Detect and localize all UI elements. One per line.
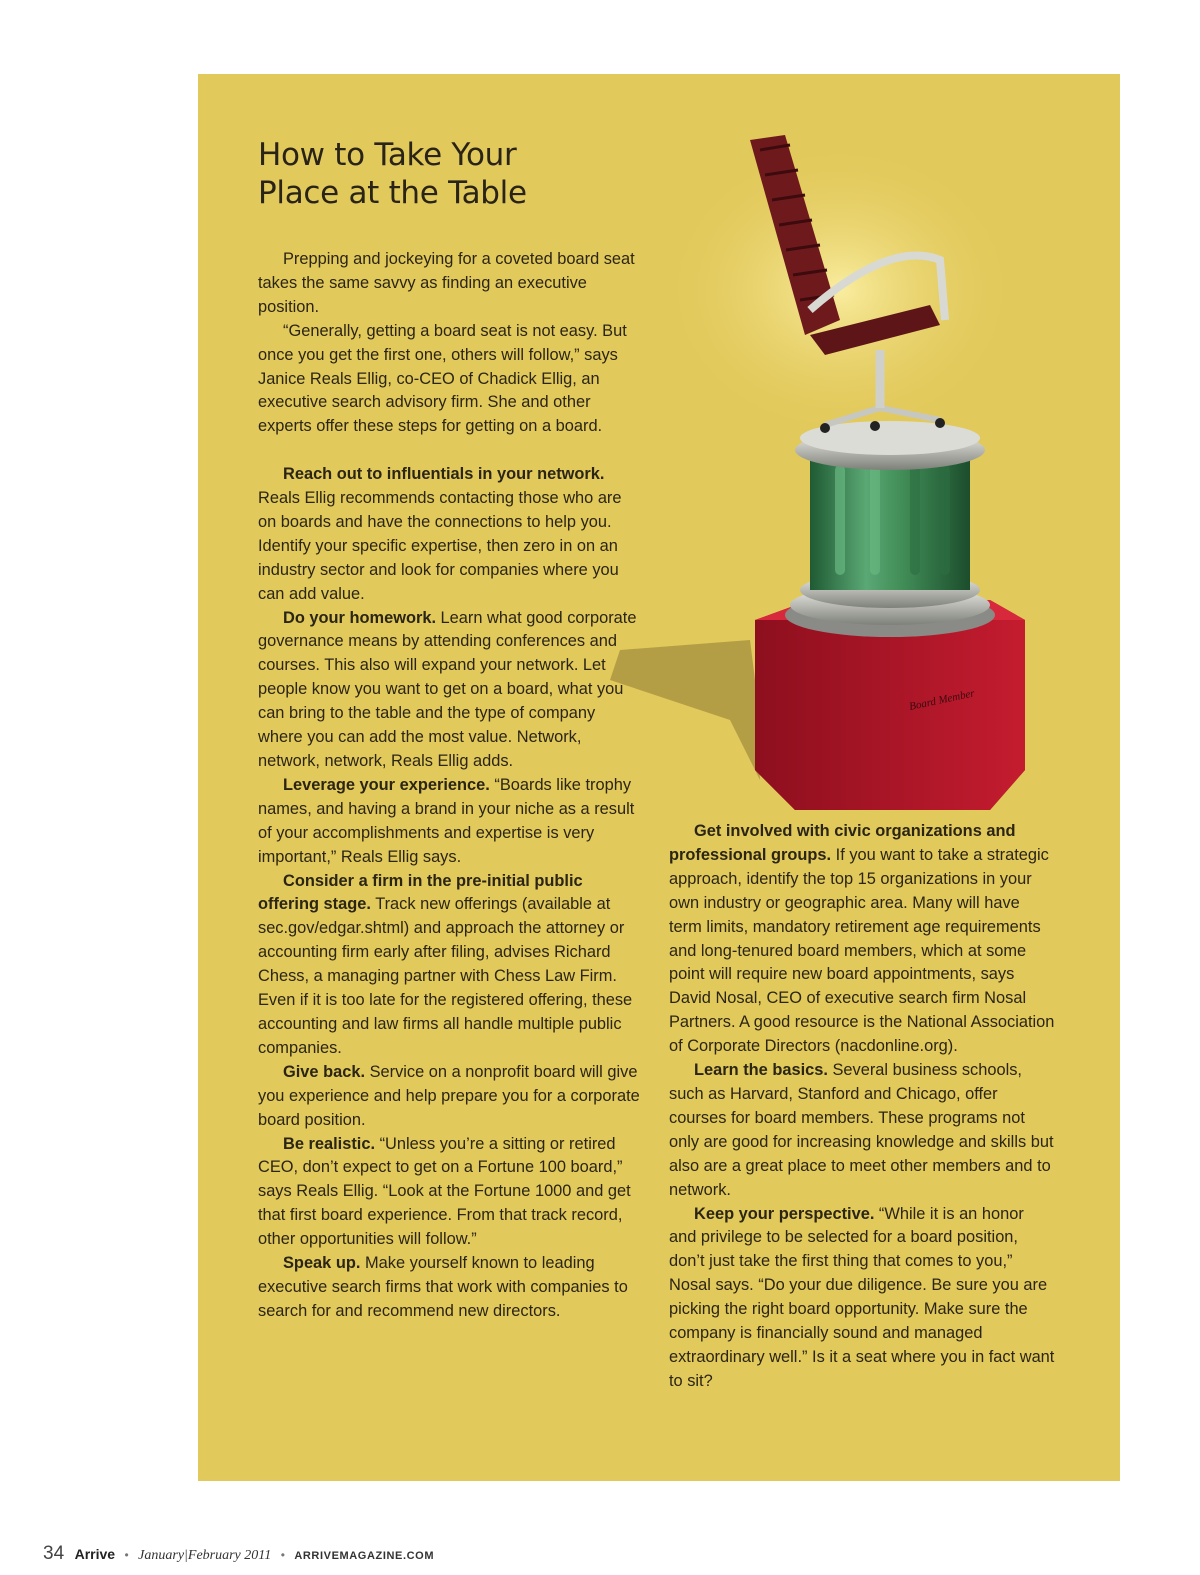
footer-separator: •	[280, 1548, 285, 1562]
title-line-2: Place at the Table	[258, 175, 527, 211]
tip-heading: Reach out to influentials in your network.	[283, 465, 605, 484]
tip-heading: Be realistic.	[283, 1134, 376, 1153]
intro-paragraph: Prepping and jockeying for a coveted board seat takes the same savvy as finding an executive position.	[258, 250, 635, 316]
plinth-label: Board Member	[908, 687, 976, 713]
tip-heading: Consider a firm in the pre-initial public offering stage.	[258, 871, 583, 914]
tip-body: “While it is an honor and privilege to be selected for a board position, don’t just take the first thing that comes to you,” Nosal says. “Do your due diligence. Be sure you are picking the right board opportunity. Make sure the company is financially sound and managed extraordinary well.” Is it a seat where you in fact want to sit?	[669, 1204, 1055, 1390]
tip-network	[258, 463, 642, 606]
article-column-right	[669, 820, 1055, 1394]
tip-basics	[669, 1059, 1055, 1202]
tip-body: Service on a nonprofit board will give you experience and help prepare you for a corporate board position.	[258, 1062, 640, 1129]
tip-body: If you want to take a strategic approach, identify the top 15 organizations in your own industry or geographic area. Many will have term limits, mandatory retirement age requirements and long-tenured board members, which at some point will require new board appointments, says David Nosal, CEO of executive search firm Nosal Partners. A good resource is the National Association of Corporate Directors (nacdonline.org).	[669, 845, 1055, 1056]
article-column-left	[258, 248, 642, 1324]
tip-civic	[669, 820, 1055, 1059]
tip-homework	[258, 607, 642, 774]
tip-heading: Do your homework.	[283, 608, 436, 627]
magazine-name: Arrive	[74, 1546, 116, 1562]
tip-pre-ipo	[258, 870, 642, 1061]
tip-heading: Learn the basics.	[694, 1061, 828, 1080]
tip-heading: Leverage your experience.	[283, 775, 490, 794]
page-footer	[43, 1543, 434, 1565]
tip-body: Reals Ellig recommends contacting those who are on boards and have the connections to help you. Identify your specific expertise, then zero in on an industry sector and look for companies where you can add value.	[258, 489, 622, 603]
issue-date: January|February 2011	[138, 1548, 272, 1563]
tip-heading: Keep your perspective.	[694, 1204, 875, 1223]
tip-realistic	[258, 1133, 642, 1253]
tip-body: “Boards like trophy names, and having a brand in your niche as a result of your accomplishments and expertise is very important,” Reals Ellig says.	[258, 775, 635, 866]
tip-give-back	[258, 1061, 642, 1133]
tip-heading: Get involved with civic organizations and professional groups.	[669, 822, 1016, 864]
page-number: 34	[43, 1543, 65, 1564]
tip-speak-up	[258, 1252, 642, 1324]
tip-body: Track new offerings (available at sec.gov/edgar.shtml) and approach the attorney or accounting firm early after filing, advises Richard Chess, a managing partner with Chess Law Firm. Even if it is too late for the registered offering, these accounting and law firms all handle multiple public companies.	[258, 895, 633, 1057]
magazine-url: ARRIVEMAGAZINE.COM	[294, 1550, 435, 1562]
tip-perspective	[669, 1203, 1055, 1394]
article-title	[258, 136, 678, 212]
tip-body: Make yourself known to leading executive search firms that work with companies to search for and recommend new directors.	[258, 1254, 628, 1320]
tip-body: “Unless you’re a sitting or retired CEO, don’t expect to get on a Fortune 100 board,” says Reals Ellig. “Look at the Fortune 1000 and get that first board experience. From that track record, other opportunities will follow.”	[258, 1134, 631, 1249]
tip-body: Learn what good corporate governance means by attending conferences and courses. This also will expand your network. Let people know you want to get on a board, what you can bring to the table and the type of company where you can add the most value. Network, network, network, Reals Ellig adds.	[258, 608, 637, 771]
board-chair-illustration	[580, 120, 1080, 820]
tip-heading: Speak up.	[283, 1254, 361, 1273]
tip-experience	[258, 774, 642, 870]
tip-body: Several business schools, such as Harvard, Stanford and Chicago, offer courses for board members. These programs not only are good for increasing knowledge and skills but also are a great place to meet other members and to network.	[669, 1061, 1054, 1199]
tip-heading: Give back.	[283, 1062, 366, 1081]
title-line-1: How to Take Your	[258, 137, 517, 173]
quote-paragraph: “Generally, getting a board seat is not easy. But once you get the first one, others will follow,” says Janice Reals Ellig, co-CEO of Chadick Ellig, an executive search advisory firm. She and other experts offer these steps for getting on a board.	[258, 321, 627, 436]
footer-separator: •	[124, 1548, 129, 1562]
